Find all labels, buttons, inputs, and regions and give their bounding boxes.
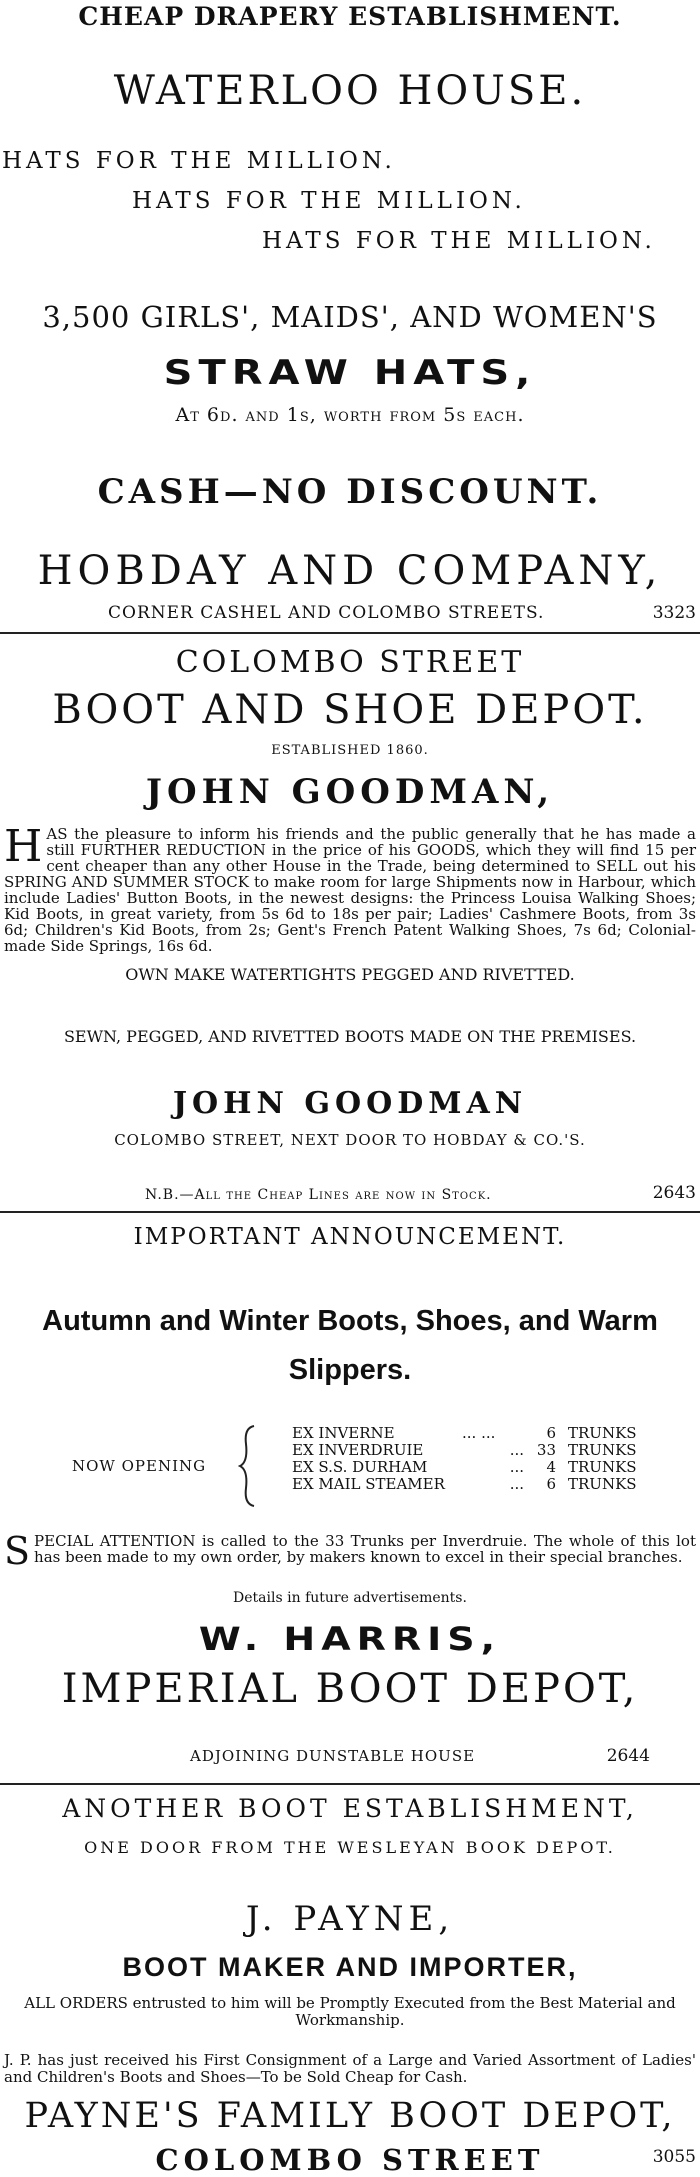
shipment-ship: EX S.S. DURHAM bbox=[292, 1458, 428, 1476]
shop-name: WATERLOO HOUSE. bbox=[113, 68, 587, 114]
straw-hats-title: STRAW HATS, bbox=[163, 353, 537, 393]
own-make-line: OWN MAKE WATERTIGHTS PEGGED AND RIVETTED. bbox=[125, 965, 575, 984]
ad-ref-number: 3323 bbox=[652, 603, 696, 623]
street-title: COLOMBO STREET bbox=[175, 645, 525, 680]
goodman-location: COLOMBO STREET, NEXT DOOR TO HOBDAY & CO.'S. bbox=[114, 1131, 586, 1149]
shipment-count: 6 bbox=[546, 1475, 556, 1493]
goodman-body bbox=[4, 821, 696, 955]
shipment-unit: TRUNKS bbox=[568, 1475, 637, 1493]
payne-depot-title: PAYNE'S FAMILY BOOT DEPOT, bbox=[24, 2096, 676, 2136]
depot-title: BOOT AND SHOE DEPOT. bbox=[52, 687, 648, 733]
ad-ref-number: 2644 bbox=[606, 1746, 650, 1766]
details-line: Details in future advertisements. bbox=[233, 1590, 467, 1606]
wesleyan-line: ONE DOOR FROM THE WESLEYAN BOOK DEPOT. bbox=[84, 1838, 616, 1857]
now-opening-label: NOW OPENING bbox=[72, 1457, 207, 1475]
shipment-row bbox=[292, 1442, 672, 1459]
announcement-heading: IMPORTANT ANNOUNCEMENT. bbox=[133, 1224, 567, 1250]
shipment-ship: EX INVERDRUIE bbox=[292, 1441, 424, 1459]
special-attention bbox=[4, 1529, 696, 1573]
price-line: At 6d. and 1s, worth from 5s each. bbox=[175, 404, 525, 426]
shipment-ship: EX INVERNE bbox=[292, 1424, 395, 1442]
another-boot-heading: ANOTHER BOOT ESTABLISHMENT, bbox=[62, 1794, 638, 1823]
shipment-row bbox=[292, 1476, 672, 1493]
column-rule bbox=[0, 1211, 700, 1213]
goodman-body-text: AS the pleasure to inform his friends and the public generally that he has made a still FURTHER REDUCTION in the price of his GOODS, which they will find 15 per cent cheaper than any other House in the Trade, being determined to SELL out his SPRING AND SUMMER STOCK to make room for large Shipments now in Harbour, which include Ladies' Button Boots, in the newest designs: the Princess Louisa Walking Shoes; Kid Boots, in great variety, from 5s 6d to 18s per pair; Ladies' Cashmere Boots, from 3s 6d; Children's Kid Boots, from 2s; Gent's French Patent Walking Shoes, 7s 6d; Colonial-made Side Springs, 16s 6d. bbox=[4, 825, 696, 955]
hats-line-3: HATS FOR THE MILLION. bbox=[262, 228, 656, 254]
shipment-count: 4 bbox=[546, 1458, 556, 1476]
column-rule bbox=[0, 1783, 700, 1785]
shipment-dots: ... bbox=[509, 1458, 524, 1476]
orders-line: ALL ORDERS entrusted to him will be Promptly Executed from the Best Material and Workmanship. bbox=[24, 1994, 676, 2029]
ad-headline: CHEAP DRAPERY ESTABLISHMENT. bbox=[78, 2, 622, 31]
shipment-row bbox=[292, 1425, 672, 1442]
shipment-count: 33 bbox=[536, 1441, 556, 1459]
cash-no-discount: CASH—NO DISCOUNT. bbox=[97, 472, 603, 512]
shipment-unit: TRUNKS bbox=[568, 1441, 637, 1459]
payne-trade: BOOT MAKER AND IMPORTER, bbox=[122, 1952, 578, 1982]
harris-name: W. HARRIS, bbox=[198, 1620, 502, 1658]
drop-cap: S bbox=[4, 1529, 31, 1573]
shipment-row bbox=[292, 1459, 672, 1476]
sewn-pegged-line: SEWN, PEGGED, AND RIVETTED BOOTS MADE ON THE PREMISES. bbox=[63, 1027, 637, 1046]
proprietor-name: JOHN GOODMAN, bbox=[145, 772, 555, 812]
consignment-line: J. P. has just received his First Consignment of a Large and Varied Assortment of Ladies' and Children's Boots and Shoes—To be Sold Cheap for Cash. bbox=[4, 2051, 696, 2086]
hats-line-1: HATS FOR THE MILLION. bbox=[2, 148, 396, 174]
brace-icon bbox=[238, 1424, 258, 1508]
hats-line-2: HATS FOR THE MILLION. bbox=[132, 188, 526, 214]
column-rule bbox=[0, 632, 700, 634]
shipment-count: 6 bbox=[546, 1424, 556, 1442]
proprietor-name-2: JOHN GOODMAN bbox=[172, 1086, 528, 1121]
established-line: ESTABLISHED 1860. bbox=[271, 743, 429, 758]
shipment-dots: ... bbox=[509, 1441, 524, 1459]
firm-name: HOBDAY AND COMPANY, bbox=[37, 548, 663, 594]
drop-cap: H bbox=[4, 821, 43, 872]
shipment-dots: ... ... bbox=[462, 1424, 496, 1442]
adjoining-line: ADJOINING DUNSTABLE HOUSE bbox=[190, 1747, 476, 1765]
nb-line: N.B.—All the Cheap Lines are now in Stock. bbox=[145, 1187, 492, 1203]
ad-ref-number: 3055 bbox=[652, 2147, 696, 2167]
shipment-dots: ... bbox=[509, 1475, 524, 1493]
girls-hats-count: 3,500 GIRLS', MAIDS', AND WOMEN'S bbox=[42, 300, 658, 334]
autumn-title-1: Autumn and Winter Boots, Shoes, and Warm bbox=[42, 1305, 658, 1337]
shipment-unit: TRUNKS bbox=[568, 1458, 637, 1476]
shipment-unit: TRUNKS bbox=[568, 1424, 637, 1442]
autumn-title-2: Slippers. bbox=[288, 1354, 412, 1386]
firm-address: CORNER CASHEL AND COLOMBO STREETS. bbox=[108, 603, 545, 623]
shipment-ship: EX MAIL STEAMER bbox=[292, 1475, 445, 1493]
special-attention-text: PECIAL ATTENTION is called to the 33 Trunks per Inverdruie. The whole of this lot has been made to my own order, by makers known to excel in their special branches. bbox=[34, 1532, 696, 1566]
imperial-depot-title: IMPERIAL BOOT DEPOT, bbox=[61, 1666, 639, 1712]
shipment-list bbox=[292, 1425, 672, 1493]
payne-street: COLOMBO STREET bbox=[155, 2143, 545, 2177]
payne-name: J. PAYNE, bbox=[245, 1899, 455, 1939]
ad-ref-number: 2643 bbox=[652, 1183, 696, 1203]
